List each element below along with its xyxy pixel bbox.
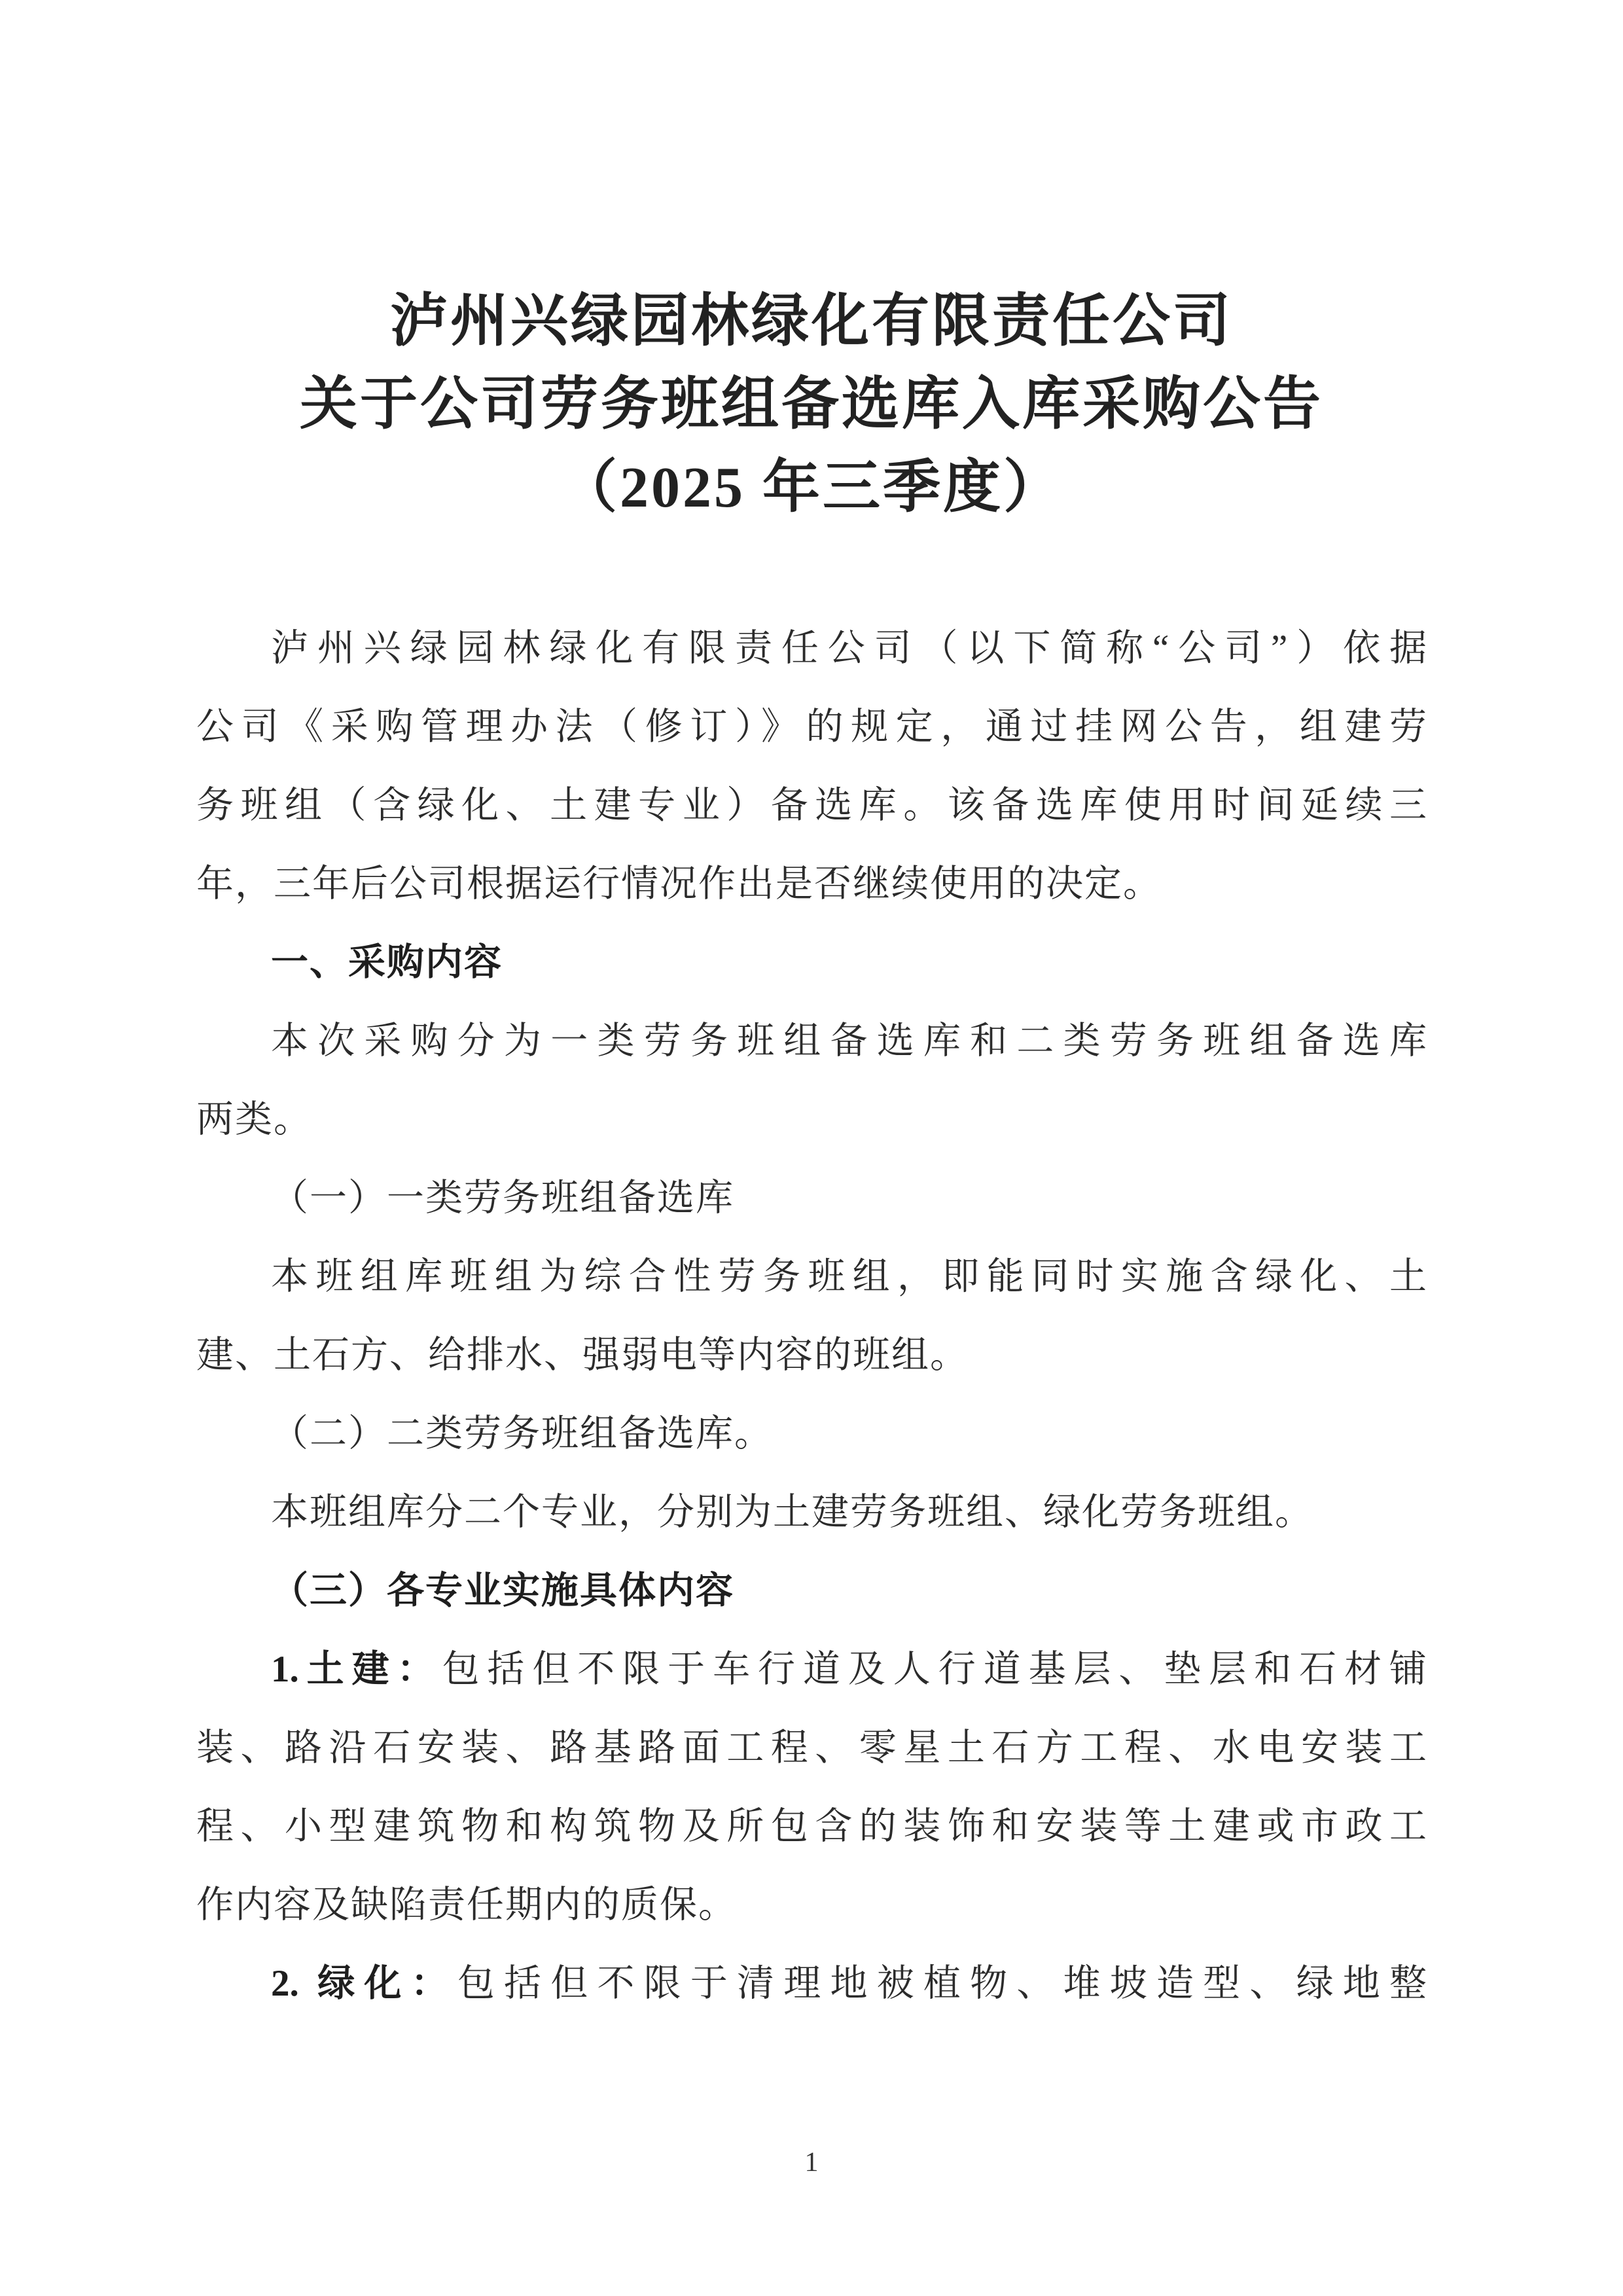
text-line [196,1709,1427,1787]
text-line [196,1866,1427,1945]
text-line [196,1159,1427,1238]
text-segment: 装、路沿石安装、路基路面工程、零星土石方工程、水电安装工 [196,1727,1427,1768]
text-segment: （一）一类劳务班组备选库 [271,1177,734,1219]
text-segment: （二）二类劳务班组备选库。 [271,1413,773,1454]
page-number: 1 [804,2147,819,2178]
text-line [196,924,1427,1002]
text-segment: （三）各专业实施具体内容 [271,1570,734,1611]
text-line [196,609,1427,688]
document-title-line: 关于公司劳务班组备选库入库采购公告 [299,373,1323,437]
text-segment: 一、采购内容 [271,942,503,983]
text-segment: 1.土建： [271,1649,442,1690]
text-line [196,845,1427,924]
text-line [196,1945,1427,2023]
text-segment: 程、小型建筑物和构筑物及所包含的装饰和安装等土建或市政工 [196,1806,1427,1847]
text-segment: 作内容及缺陷责任期内的质保。 [196,1884,737,1926]
text-segment: 泸州兴绿园林绿化有限责任公司（以下简称“公司”）依据 [271,628,1427,669]
document-title-line: （2025 年三季度） [559,456,1063,520]
text-line [196,1081,1427,1159]
text-line [196,1238,1427,1316]
text-segment: 年，三年后公司根据运行情况作出是否继续使用的决定。 [196,863,1162,905]
text-line [196,1002,1427,1081]
text-line [196,766,1427,845]
text-segment: 本次采购分为一类劳务班组备选库和二类劳务班组备选库 [271,1020,1427,1062]
text-segment: 2. 绿化： [271,1963,457,2004]
text-segment: 包括但不限于车行道及人行道基层、垫层和石材铺 [442,1649,1427,1690]
document-body [196,609,1427,2023]
text-line [196,1473,1427,1552]
text-segment: 包括但不限于清理地被植物、堆坡造型、绿地整 [457,1963,1427,2004]
text-line [196,1552,1427,1630]
text-line [196,1316,1427,1395]
text-line [196,1787,1427,1866]
text-segment: 公司《采购管理办法（修订）》的规定，通过挂网公告，组建劳 [196,706,1427,747]
text-segment: 两类。 [196,1099,312,1140]
text-line [196,688,1427,766]
text-segment: 本班组库分二个专业，分别为土建劳务班组、绿化劳务班组。 [271,1492,1313,1533]
document-title [0,280,1623,529]
document-title-line: 泸州兴绿园林绿化有限责任公司 [389,290,1233,353]
text-segment: 本班组库班组为综合性劳务班组，即能同时实施含绿化、土 [271,1256,1427,1297]
text-line [196,1630,1427,1709]
text-line [196,1395,1427,1473]
text-segment: 建、土石方、给排水、强弱电等内容的班组。 [196,1335,969,1376]
text-segment: 务班组（含绿化、土建专业）备选库。该备选库使用时间延续三 [196,785,1427,826]
